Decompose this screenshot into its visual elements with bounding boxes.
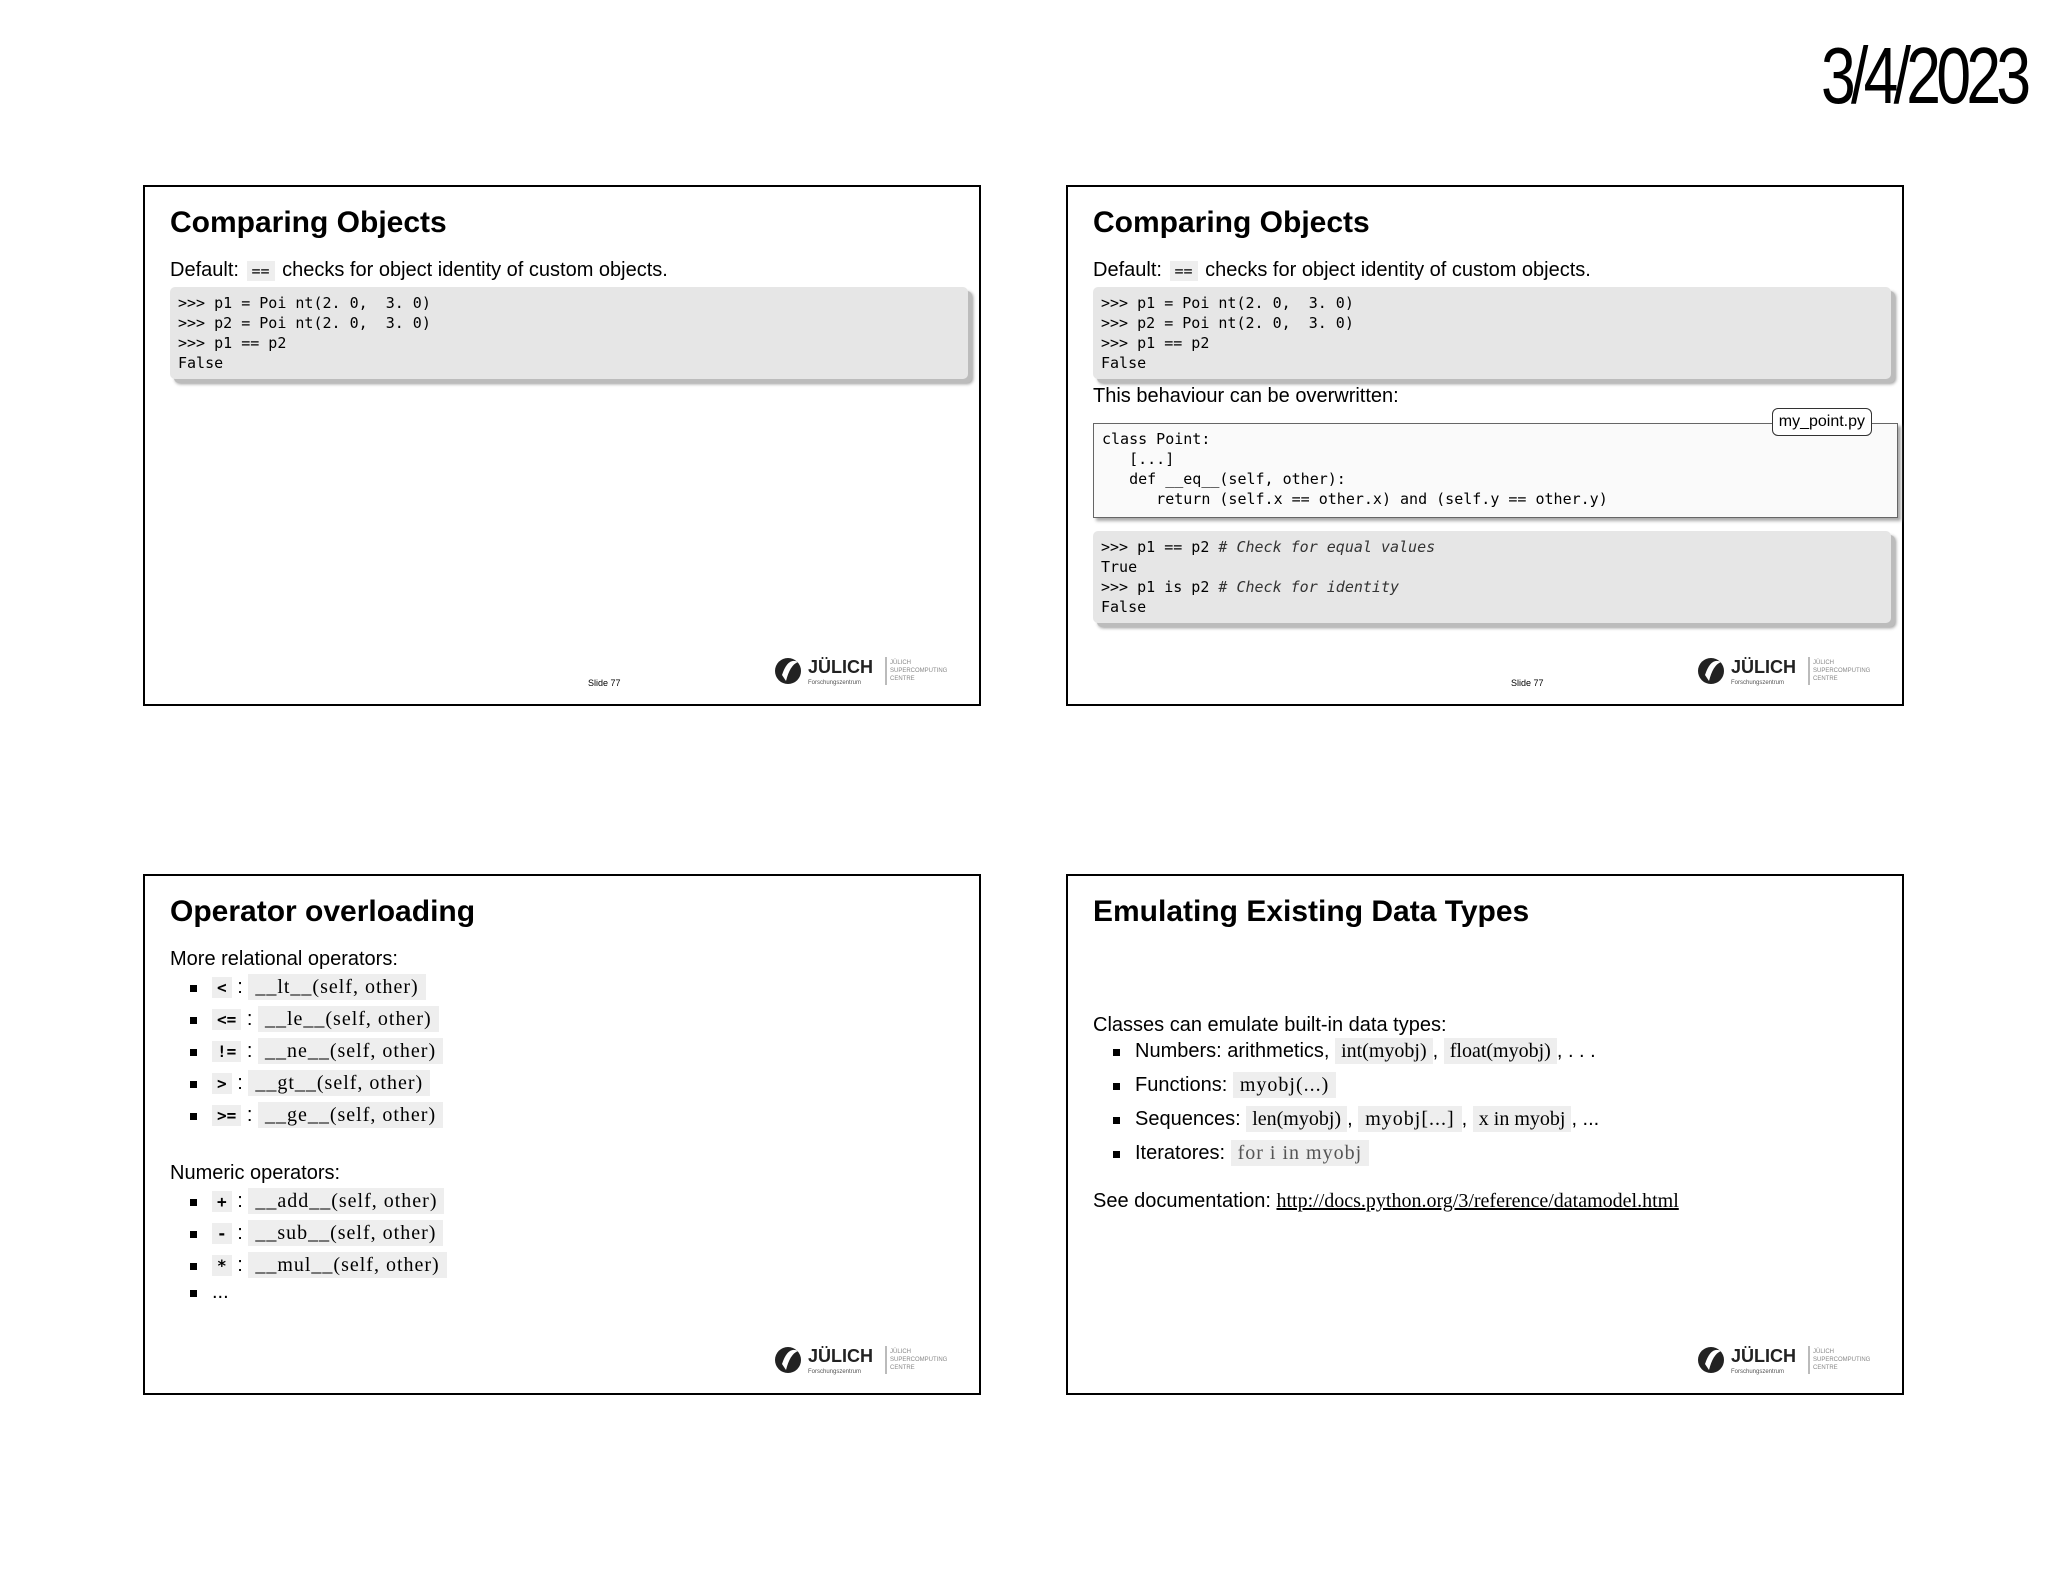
- svg-text:JÜLICH: JÜLICH: [890, 660, 912, 666]
- julich-logo-icon: [774, 1342, 964, 1378]
- default-line: [1093, 259, 1591, 282]
- file-name-tag: my_point.py: [1772, 408, 1872, 436]
- date-stamp: 3/4/2023: [1820, 31, 2026, 120]
- code-line: >>> p1 = Poi nt(2. 0, 3. 0): [178, 294, 431, 312]
- slide-number: Slide 77: [588, 678, 621, 688]
- code-line: False: [1101, 598, 1147, 616]
- svg-text:JÜLICH: JÜLICH: [1731, 657, 1797, 677]
- slide-comparing-objects-2: [1066, 185, 1904, 706]
- code-block-results: [1093, 531, 1891, 623]
- code-line: return (self.x == other.x) and (self.y == other.y): [1102, 490, 1608, 508]
- svg-text:JÜLICH: JÜLICH: [1813, 1349, 1835, 1355]
- eq-operator: ==: [1170, 261, 1198, 281]
- list-item: ...: [190, 1281, 447, 1304]
- file-code-block: [1093, 413, 1898, 518]
- code-line: >>> p1 = Poi nt(2. 0, 3. 0): [1101, 294, 1354, 312]
- svg-text:SUPERCOMPUTING: SUPERCOMPUTING: [890, 1357, 948, 1363]
- svg-text:Forschungszentrum: Forschungszentrum: [1731, 1369, 1785, 1375]
- svg-text:JÜLICH: JÜLICH: [1731, 1346, 1797, 1366]
- intro-text: Classes can emulate built-in data types:: [1093, 1014, 1447, 1036]
- code-line: class Point:: [1102, 430, 1211, 448]
- julich-logo: [1697, 653, 1887, 689]
- svg-text:CENTRE: CENTRE: [1813, 676, 1838, 682]
- slide-comparing-objects-1: [143, 185, 981, 706]
- julich-logo-icon: [774, 653, 964, 689]
- svg-text:SUPERCOMPUTING: SUPERCOMPUTING: [1813, 668, 1871, 674]
- julich-logo: [774, 1342, 964, 1378]
- list-item: < : __lt__(self, other): [190, 976, 443, 999]
- julich-logo-icon: [1697, 653, 1887, 689]
- slide-title: Operator overloading: [170, 895, 476, 928]
- code-line: False: [178, 354, 224, 372]
- julich-logo-icon: [1697, 1342, 1887, 1378]
- numeric-heading: Numeric operators:: [170, 1162, 341, 1184]
- code-line: False: [1101, 354, 1147, 372]
- svg-text:CENTRE: CENTRE: [890, 1365, 915, 1371]
- julich-logo: [1697, 1342, 1887, 1378]
- code-line: [...]: [1102, 450, 1175, 468]
- slide-title: Comparing Objects: [170, 206, 447, 239]
- code-line: True: [1101, 558, 1138, 576]
- list-item: > : __gt__(self, other): [190, 1072, 443, 1095]
- default-suffix: checks for object identity of custom objects.: [1205, 259, 1591, 281]
- code-block: [170, 287, 968, 379]
- svg-text:JÜLICH: JÜLICH: [808, 1346, 874, 1366]
- list-item: Numbers: arithmetics, int(myobj) , float(myobj) , . . .: [1113, 1040, 1599, 1063]
- relational-heading: More relational operators:: [170, 948, 398, 970]
- slide-number: Slide 77: [1511, 678, 1544, 688]
- list-item: != : __ne__(self, other): [190, 1040, 443, 1063]
- list-item: + : __add__(self, other): [190, 1190, 447, 1213]
- code-block: [1093, 287, 1891, 379]
- list-item: <= : __le__(self, other): [190, 1008, 443, 1031]
- docs-link[interactable]: http://docs.python.org/3/reference/datamodel.html: [1276, 1190, 1679, 1212]
- svg-text:Forschungszentrum: Forschungszentrum: [1731, 680, 1785, 686]
- svg-text:Forschungszentrum: Forschungszentrum: [808, 1369, 862, 1375]
- svg-text:JÜLICH: JÜLICH: [808, 657, 874, 677]
- svg-text:JÜLICH: JÜLICH: [1813, 660, 1835, 666]
- julich-logo: [774, 653, 964, 689]
- code-comment: # Check for equal values: [1218, 538, 1436, 556]
- svg-text:SUPERCOMPUTING: SUPERCOMPUTING: [890, 668, 948, 674]
- overwrite-text: This behaviour can be overwritten:: [1093, 385, 1399, 407]
- docs-line: See documentation: http://docs.python.org/3/reference/datamodel.html: [1093, 1190, 1679, 1212]
- svg-text:JÜLICH: JÜLICH: [890, 1349, 912, 1355]
- list-item: - : __sub__(self, other): [190, 1222, 447, 1245]
- code-line: >>> p1 == p2 # Check for equal values: [1101, 538, 1436, 556]
- svg-text:SUPERCOMPUTING: SUPERCOMPUTING: [1813, 1357, 1871, 1363]
- code-line: >>> p1 == p2: [1101, 334, 1210, 352]
- code-line: >>> p1 is p2 # Check for identity: [1101, 578, 1400, 596]
- default-prefix: Default:: [1093, 259, 1162, 281]
- code-line: >>> p2 = Poi nt(2. 0, 3. 0): [178, 314, 431, 332]
- slide-emulating-data-types: [1066, 874, 1904, 1395]
- default-suffix: checks for object identity of custom objects.: [282, 259, 668, 281]
- list-item: >= : __ge__(self, other): [190, 1104, 443, 1127]
- list-item: Sequences: len(myobj) , myobj[...] , x in myobj , ...: [1113, 1108, 1599, 1131]
- numeric-list: [190, 1190, 447, 1304]
- code-comment: # Check for identity: [1218, 578, 1400, 596]
- slide-operator-overloading: [143, 874, 981, 1395]
- list-item: Functions: myobj(...): [1113, 1074, 1599, 1097]
- slide-title: Emulating Existing Data Types: [1093, 895, 1530, 928]
- svg-text:CENTRE: CENTRE: [890, 676, 915, 682]
- list-item: Iteratores: for i in myobj: [1113, 1142, 1599, 1165]
- svg-text:CENTRE: CENTRE: [1813, 1365, 1838, 1371]
- emulation-list: [1113, 1040, 1599, 1165]
- default-prefix: Default:: [170, 259, 239, 281]
- code-line: def __eq__(self, other):: [1102, 470, 1346, 488]
- default-line: [170, 259, 668, 282]
- code-line: >>> p1 == p2: [178, 334, 287, 352]
- relational-list: [190, 976, 443, 1127]
- eq-operator: ==: [247, 261, 275, 281]
- code-line: >>> p2 = Poi nt(2. 0, 3. 0): [1101, 314, 1354, 332]
- list-item: * : __mul__(self, other): [190, 1254, 447, 1277]
- slide-title: Comparing Objects: [1093, 206, 1370, 239]
- svg-text:Forschungszentrum: Forschungszentrum: [808, 680, 862, 686]
